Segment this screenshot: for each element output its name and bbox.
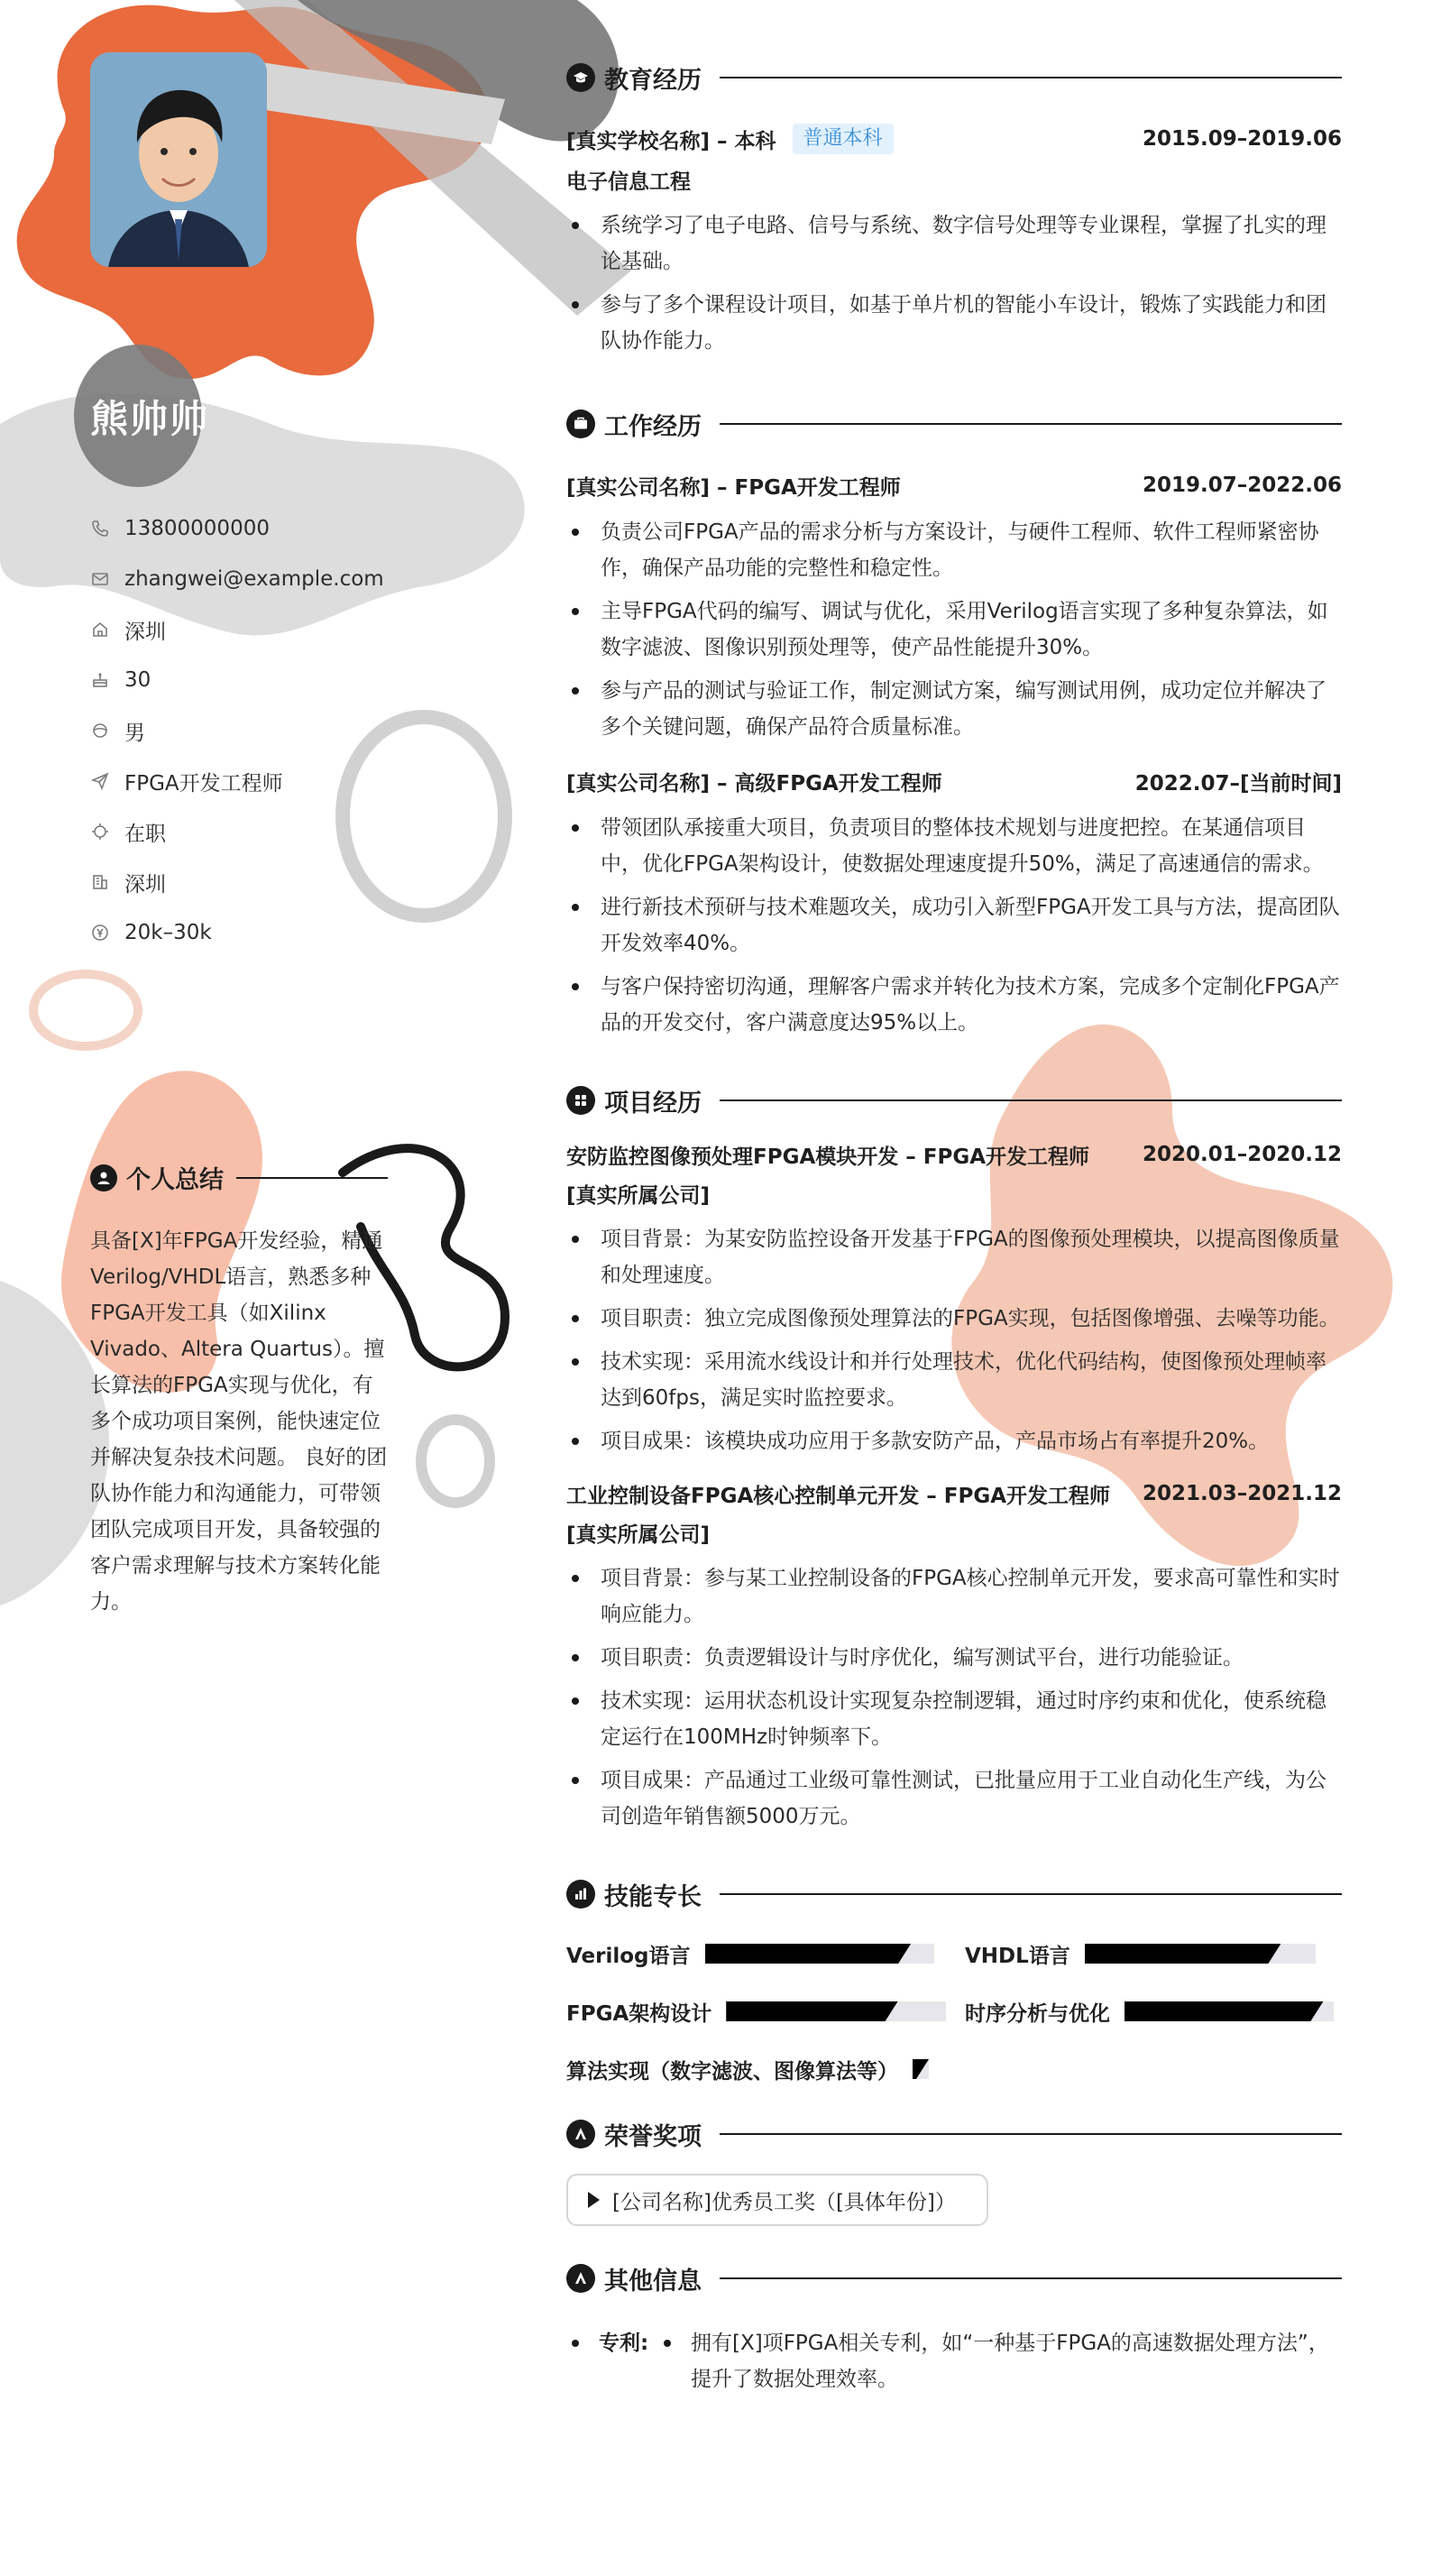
honors-title: 荣誉奖项 — [604, 2122, 702, 2151]
profile-name: 熊帅帅 — [90, 397, 210, 441]
list-item: 负责公司FPGA产品的需求分析与方案设计，与硬件工程师、软件工程师紧密协作，确保产品功能的完整性和稳定性。 — [566, 514, 1342, 586]
job-heading-1: [真实公司名称] – FPGA开发工程师 — [566, 475, 901, 500]
skill-name: 算法实现（数字滤波、图像算法等） — [566, 2059, 898, 2084]
project-row-2 — [566, 1476, 1342, 1512]
list-item: 项目成果：产品通过工业级可靠性测试，已批量应用于工业自动化生产线，为公司创造年销售额5000万元。 — [566, 1762, 1342, 1835]
info-age-text: 30 — [124, 668, 151, 692]
education-major: 电子信息工程 — [566, 170, 691, 194]
other-row — [566, 2325, 1342, 2397]
main-content — [566, 61, 1342, 2397]
list-item: 带领团队承接重大项目，负责项目的整体技术规划与进度把控。在某通信项目中，优化FPGA架构设计，使数据处理速度提升50%，满足了高速通信的需求。 — [566, 810, 1342, 882]
project-company-1: [真实所属公司] — [566, 1184, 711, 1208]
skills-title: 技能专长 — [604, 1882, 702, 1911]
info-phone — [90, 503, 487, 554]
projects-title: 项目经历 — [604, 1089, 702, 1118]
summary-text: 具备[X]年FPGA开发经验，精通Verilog/VHDL语言，熟悉多种FPGA开发工具（如Xilinx Vivado、Altera Quartus）。擅长算法的FPGA实现与优化，有多个成功项目案例，能快速定位并解决复杂技术问题。 良好的团队协作能力和沟通能力，可带领团队完成项目开发，具备较强的客户需求理解与技术方案转化能力。 — [90, 1229, 388, 1614]
skill-name: VHDL语言 — [965, 1944, 1070, 1968]
profile-photo — [90, 52, 267, 267]
skills-grid — [566, 1936, 1342, 2087]
other-value: 拥有[X]项FPGA相关专利，如“一种基于FPGA的高速数据处理方法”，提升了数据处理效率。 — [656, 2325, 1342, 2397]
work-section — [566, 408, 1342, 1041]
skill-item — [566, 1993, 965, 2029]
education-date: 2015.09–2019.06 — [1142, 127, 1342, 151]
skill-bar-fill — [726, 2001, 897, 2021]
info-work-city-text: 深圳 — [124, 872, 166, 897]
info-phone-text: 13800000000 — [124, 517, 270, 540]
award-icon — [566, 2120, 595, 2148]
projects-divider — [720, 1099, 1342, 1101]
info-city — [90, 604, 487, 655]
other-key: 专利: — [566, 2325, 656, 2397]
honors-divider — [720, 2133, 1342, 2135]
info-position — [90, 756, 487, 806]
info-salary-text: 20k–30k — [124, 921, 212, 944]
skill-name: FPGA架构设计 — [566, 2001, 712, 2026]
other-section — [566, 2262, 1342, 2397]
education-bullets — [566, 207, 1342, 359]
cake-icon — [90, 670, 110, 690]
other-divider — [720, 2277, 1342, 2279]
gender-icon — [90, 721, 110, 741]
list-item: 主导FPGA代码的编写、调试与优化，采用Verilog语言实现了多种复杂算法，如数字滤波、图像识别预处理等，使产品性能提升30%。 — [566, 593, 1342, 666]
job-row-1 — [566, 467, 1342, 503]
job-row-2 — [566, 763, 1342, 799]
summary-divider — [236, 1177, 388, 1179]
job-bullets-1 — [566, 514, 1342, 745]
list-item: 参与产品的测试与验证工作，制定测试方案，编写测试用例，成功定位并解决了多个关键问题，确保产品符合质量标准。 — [566, 673, 1342, 745]
mail-icon — [90, 569, 110, 589]
skill-name: Verilog语言 — [566, 1944, 691, 1968]
list-item: 技术实现：采用流水线设计和并行处理技术，优化代码结构，使图像预处理帧率达到60fps，满足实时监控要求。 — [566, 1344, 1342, 1416]
other-heading — [566, 2262, 1342, 2295]
job-heading-2: [真实公司名称] – 高级FPGA开发工程师 — [566, 771, 942, 796]
skill-bar — [1085, 1944, 1316, 1964]
skill-item — [566, 1936, 965, 1972]
skills-heading — [566, 1878, 1342, 1910]
info-gender-text: 男 — [124, 721, 145, 745]
info-age — [90, 655, 487, 705]
work-divider — [720, 423, 1342, 425]
education-school: [真实学校名称] – 本科 — [566, 129, 776, 153]
skill-bar — [1124, 2001, 1334, 2021]
job-date-1: 2019.07–2022.06 — [1142, 474, 1342, 497]
contact-info-list — [90, 503, 487, 958]
education-row — [566, 121, 1342, 157]
list-item: 与客户保持密切沟通，理解客户需求并转化为技术方案，完成多个定制化FPGA产品的开发交付，客户满意度达95%以上。 — [566, 969, 1342, 1041]
education-title: 教育经历 — [604, 66, 702, 95]
job-date-2: 2022.07–[当前时间] — [1134, 771, 1342, 796]
skill-bar — [726, 2001, 946, 2021]
info-email — [90, 554, 487, 604]
education-divider — [720, 77, 1342, 78]
skill-bar-fill — [705, 1944, 912, 1964]
list-item: 参与了多个课程设计项目，如基于单片机的智能小车设计，锻炼了实践能力和团队协作能力。 — [566, 287, 1342, 359]
summary-heading — [90, 1160, 388, 1195]
play-triangle-icon — [588, 2192, 600, 2208]
project-heading-2: 工业控制设备FPGA核心控制单元开发 – FPGA开发工程师 — [566, 1484, 1111, 1508]
education-degree-tag: 普通本科 — [793, 124, 894, 154]
project-date-2: 2021.03–2021.12 — [1142, 1482, 1342, 1505]
list-item: 系统学习了电子电路、信号与系统、数字信号处理等专业课程，掌握了扎实的理论基础。 — [566, 207, 1342, 280]
honor-item[interactable] — [566, 2174, 988, 2226]
salary-icon — [90, 923, 110, 943]
info-gender — [90, 705, 487, 756]
project-company-2: [真实所属公司] — [566, 1523, 711, 1547]
other-title: 其他信息 — [604, 2267, 702, 2295]
briefcase-icon — [566, 409, 595, 438]
honors-section — [566, 2118, 1342, 2226]
building-icon — [90, 872, 110, 892]
bar-chart-icon — [566, 1880, 595, 1909]
list-item: 项目背景：参与某工业控制设备的FPGA核心控制单元开发，要求高可靠性和实时响应能力。 — [566, 1560, 1342, 1633]
send-icon — [90, 771, 110, 791]
list-item: 项目职责：独立完成图像预处理算法的FPGA实现，包括图像增强、去噪等功能。 — [566, 1301, 1342, 1337]
home-icon — [90, 620, 110, 639]
project-bullets-2 — [566, 1560, 1342, 1835]
skill-item — [965, 1993, 1344, 2029]
info-salary — [90, 907, 487, 958]
project-bullets-1 — [566, 1221, 1342, 1459]
project-heading-1: 安防监控图像预处理FPGA模块开发 – FPGA开发工程师 — [566, 1145, 1090, 1169]
summary-title: 个人总结 — [126, 1166, 224, 1194]
list-item: 项目成果：该模块成功应用于多款安防产品，产品市场占有率提升20%。 — [566, 1423, 1342, 1459]
honor-item-text: [公司名称]优秀员工奖（[具体年份]） — [612, 2190, 956, 2214]
list-item: 项目职责：负责逻辑设计与时序优化，编写测试平台，进行功能验证。 — [566, 1640, 1342, 1676]
education-heading — [566, 61, 1342, 94]
skill-bar — [913, 2059, 929, 2079]
info-status-text: 在职 — [124, 822, 166, 846]
list-item: 项目背景：为某安防监控设备开发基于FPGA的图像预处理模块，以提高图像质量和处理速度。 — [566, 1221, 1342, 1293]
list-item: 进行新技术预研与技术难题攻关，成功引入新型FPGA开发工具与方法，提高团队开发效率40%。 — [566, 889, 1342, 961]
skills-section — [566, 1878, 1342, 2087]
skill-name: 时序分析与优化 — [965, 2001, 1110, 2026]
info-email-text: zhangwei@example.com — [124, 567, 384, 591]
honors-heading — [566, 2118, 1342, 2150]
info-status — [90, 806, 487, 857]
projects-heading — [566, 1084, 1342, 1117]
list-item: 技术实现：运用状态机设计实现复杂控制逻辑，通过时序约束和优化，使系统稳定运行在100MHz时钟频率下。 — [566, 1683, 1342, 1755]
skill-bar-fill — [1124, 2001, 1323, 2021]
status-icon — [90, 822, 110, 842]
user-icon — [90, 1164, 117, 1191]
skill-item — [566, 2051, 1344, 2087]
avatar-icon — [90, 52, 267, 267]
education-section — [566, 61, 1342, 359]
work-heading — [566, 408, 1342, 440]
skills-divider — [720, 1893, 1342, 1895]
info-icon — [566, 2264, 595, 2293]
grid-icon — [566, 1086, 595, 1115]
phone-icon — [90, 519, 110, 538]
sidebar — [0, 0, 523, 2576]
job-bullets-2 — [566, 810, 1342, 1041]
skill-item — [965, 1936, 1344, 1972]
skill-bar-fill — [1085, 1944, 1281, 1964]
skill-bar — [705, 1944, 934, 1964]
skill-bar-fill — [913, 2059, 929, 2079]
project-date-1: 2020.01–2020.12 — [1142, 1143, 1342, 1166]
project-row-1 — [566, 1136, 1342, 1173]
info-work-city — [90, 857, 487, 907]
projects-section — [566, 1084, 1342, 1835]
work-title: 工作经历 — [604, 412, 702, 441]
info-position-text: FPGA开发工程师 — [124, 771, 283, 796]
graduation-cap-icon — [566, 63, 595, 92]
info-city-text: 深圳 — [124, 620, 166, 644]
